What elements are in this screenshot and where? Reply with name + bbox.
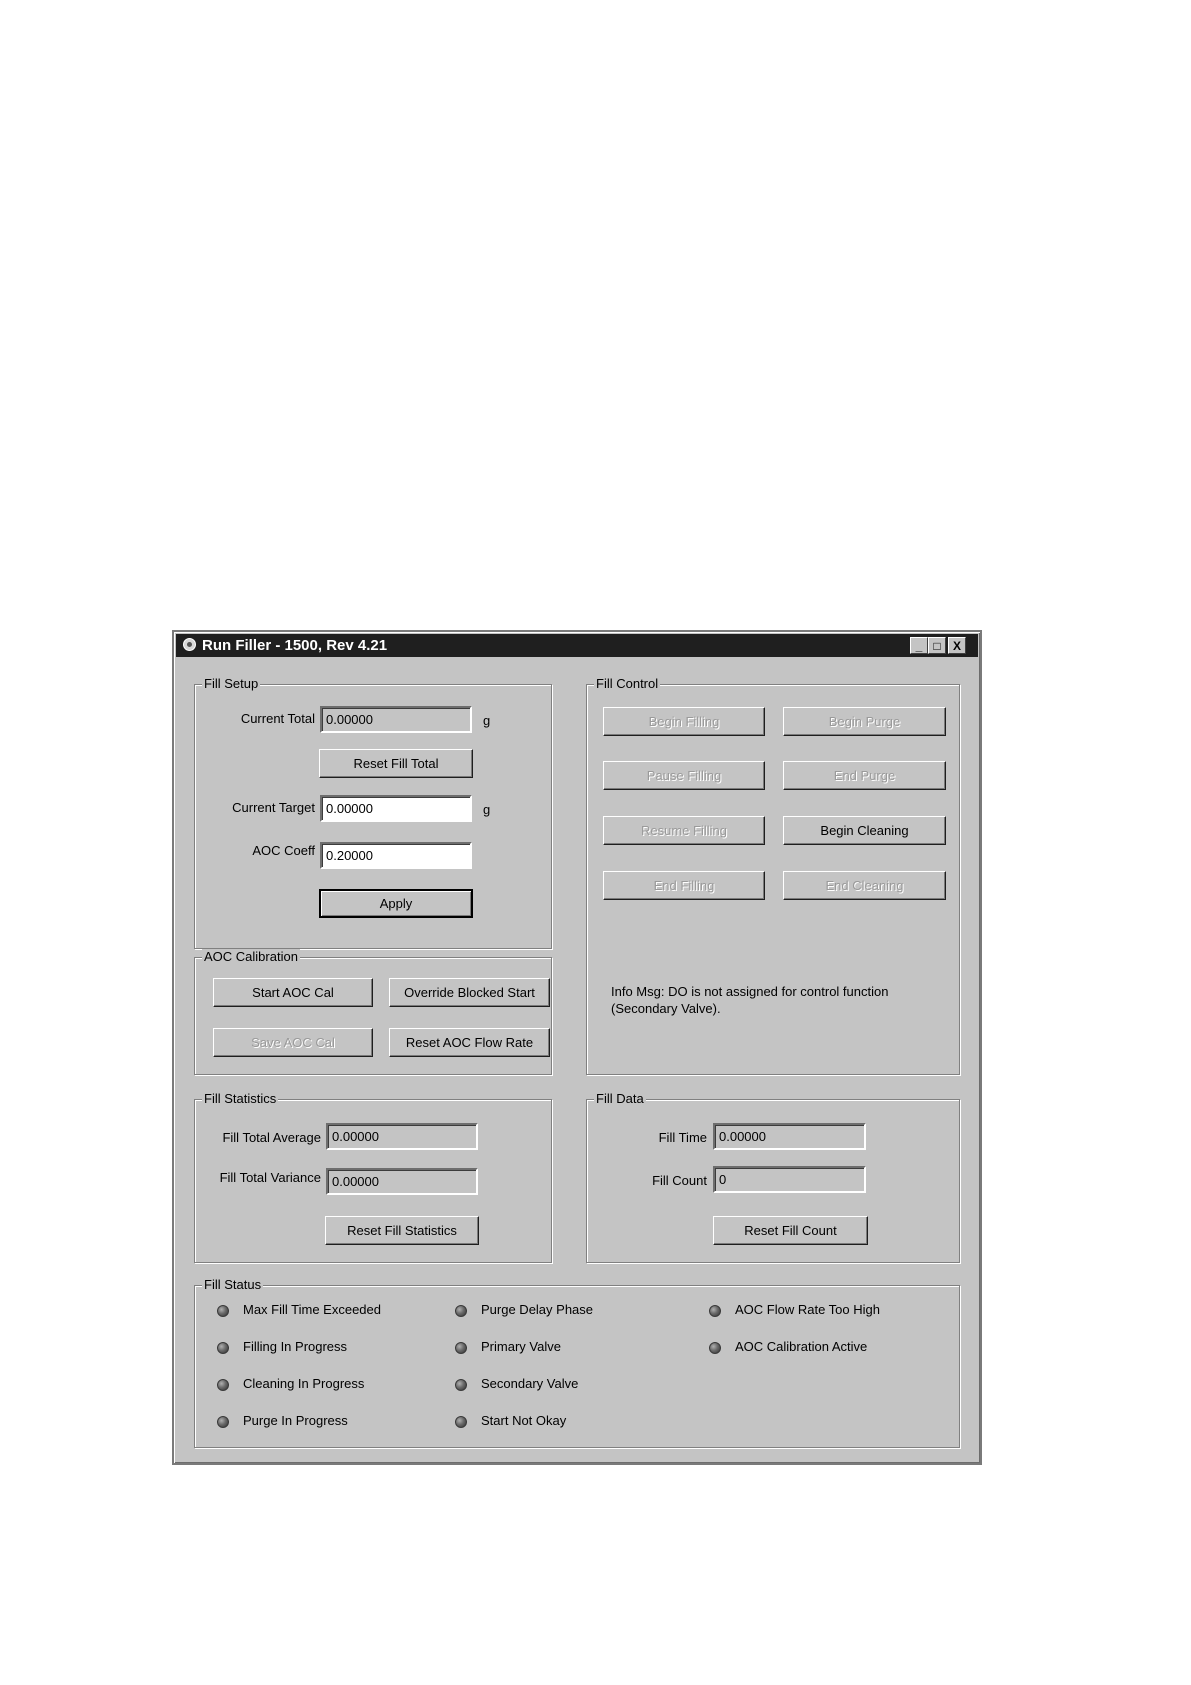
cleaning-in-progress-label: Cleaning In Progress — [243, 1376, 365, 1391]
primary-valve-led — [455, 1342, 467, 1354]
window-title: Run Filler - 1500, Rev 4.21 — [202, 637, 388, 654]
fill-control-group — [586, 676, 960, 1075]
aoc-calibration-group — [194, 949, 552, 1075]
close-button[interactable]: X — [948, 637, 966, 654]
end-purge-button[interactable]: End Purge — [783, 761, 946, 790]
aoc-coeff-label: AOC Coeff — [252, 843, 315, 858]
app-icon — [183, 638, 196, 651]
fill-statistics-title: Fill Statistics — [204, 1091, 277, 1106]
purge-delay-phase-label: Purge Delay Phase — [481, 1302, 594, 1317]
fill-setup-group — [194, 676, 552, 949]
aoc-flow-rate-too-high-led — [709, 1305, 721, 1317]
fill-total-average-label: Fill Total Average — [222, 1130, 321, 1145]
info-message-line2: (Secondary Valve). — [611, 1001, 721, 1016]
start-not-okay-led — [455, 1416, 467, 1428]
fill-data-title: Fill Data — [596, 1091, 644, 1106]
current-total-label: Current Total — [240, 711, 315, 726]
fill-data-group — [586, 1091, 960, 1263]
fill-count-field: 0 — [713, 1166, 866, 1193]
run-filler-window — [172, 630, 982, 1465]
fill-total-variance-label: Fill Total Variance — [219, 1170, 321, 1185]
purge-in-progress-led — [217, 1416, 229, 1428]
current-total-field: 0.00000 — [320, 706, 472, 733]
override-blocked-start-button[interactable]: Override Blocked Start — [389, 978, 550, 1007]
info-message-line1: Info Msg: DO is not assigned for control function — [611, 984, 889, 999]
fill-status-title: Fill Status — [204, 1277, 262, 1292]
reset-fill-statistics-button[interactable]: Reset Fill Statistics — [325, 1216, 479, 1245]
begin-cleaning-button[interactable]: Begin Cleaning — [783, 816, 946, 845]
current-target-unit: g — [483, 802, 491, 817]
current-target-input[interactable]: 0.00000 — [320, 795, 472, 822]
maximize-button[interactable]: □ — [928, 637, 946, 654]
begin-purge-button[interactable]: Begin Purge — [783, 707, 946, 736]
current-total-unit: g — [483, 713, 491, 728]
secondary-valve-label: Secondary Valve — [481, 1376, 579, 1391]
fill-status-group — [194, 1277, 960, 1448]
aoc-coeff-input[interactable]: 0.20000 — [320, 842, 472, 869]
start-aoc-cal-button[interactable]: Start AOC Cal — [213, 978, 373, 1007]
purge-delay-phase-led — [455, 1305, 467, 1317]
reset-fill-count-button[interactable]: Reset Fill Count — [713, 1216, 868, 1245]
fill-time-label: Fill Time — [658, 1130, 707, 1145]
pause-filling-button[interactable]: Pause Filling — [603, 761, 765, 790]
fill-count-label: Fill Count — [652, 1173, 707, 1188]
max-fill-time-exceeded-label: Max Fill Time Exceeded — [243, 1302, 381, 1317]
resume-filling-button[interactable]: Resume Filling — [603, 816, 765, 845]
purge-in-progress-label: Purge In Progress — [243, 1413, 348, 1428]
title-bar[interactable] — [176, 634, 978, 657]
primary-valve-label: Primary Valve — [481, 1339, 561, 1354]
current-target-label: Current Target — [232, 800, 315, 815]
secondary-valve-led — [455, 1379, 467, 1391]
begin-filling-button[interactable]: Begin Filling — [603, 707, 765, 736]
aoc-flow-rate-too-high-label: AOC Flow Rate Too High — [735, 1302, 880, 1317]
save-aoc-cal-button[interactable]: Save AOC Cal — [213, 1028, 373, 1057]
end-cleaning-button[interactable]: End Cleaning — [783, 871, 946, 900]
filling-in-progress-led — [217, 1342, 229, 1354]
aoc-calibration-active-label: AOC Calibration Active — [735, 1339, 868, 1354]
minimize-button[interactable]: _ — [910, 637, 928, 654]
fill-setup-title: Fill Setup — [204, 676, 259, 691]
cleaning-in-progress-led — [217, 1379, 229, 1391]
start-not-okay-label: Start Not Okay — [481, 1413, 567, 1428]
fill-total-average-field: 0.00000 — [326, 1123, 478, 1150]
end-filling-button[interactable]: End Filling — [603, 871, 765, 900]
reset-fill-total-button[interactable]: Reset Fill Total — [319, 749, 473, 778]
filling-in-progress-label: Filling In Progress — [243, 1339, 348, 1354]
info-message — [611, 983, 888, 1017]
max-fill-time-exceeded-led — [217, 1305, 229, 1317]
fill-statistics-group — [194, 1091, 552, 1263]
reset-aoc-flow-rate-button[interactable]: Reset AOC Flow Rate — [389, 1028, 550, 1057]
apply-button[interactable]: Apply — [319, 889, 473, 918]
fill-time-field: 0.00000 — [713, 1123, 866, 1150]
aoc-calibration-title: AOC Calibration — [204, 949, 298, 964]
fill-control-title: Fill Control — [596, 676, 659, 691]
fill-total-variance-field: 0.00000 — [326, 1168, 478, 1195]
aoc-calibration-active-led — [709, 1342, 721, 1354]
